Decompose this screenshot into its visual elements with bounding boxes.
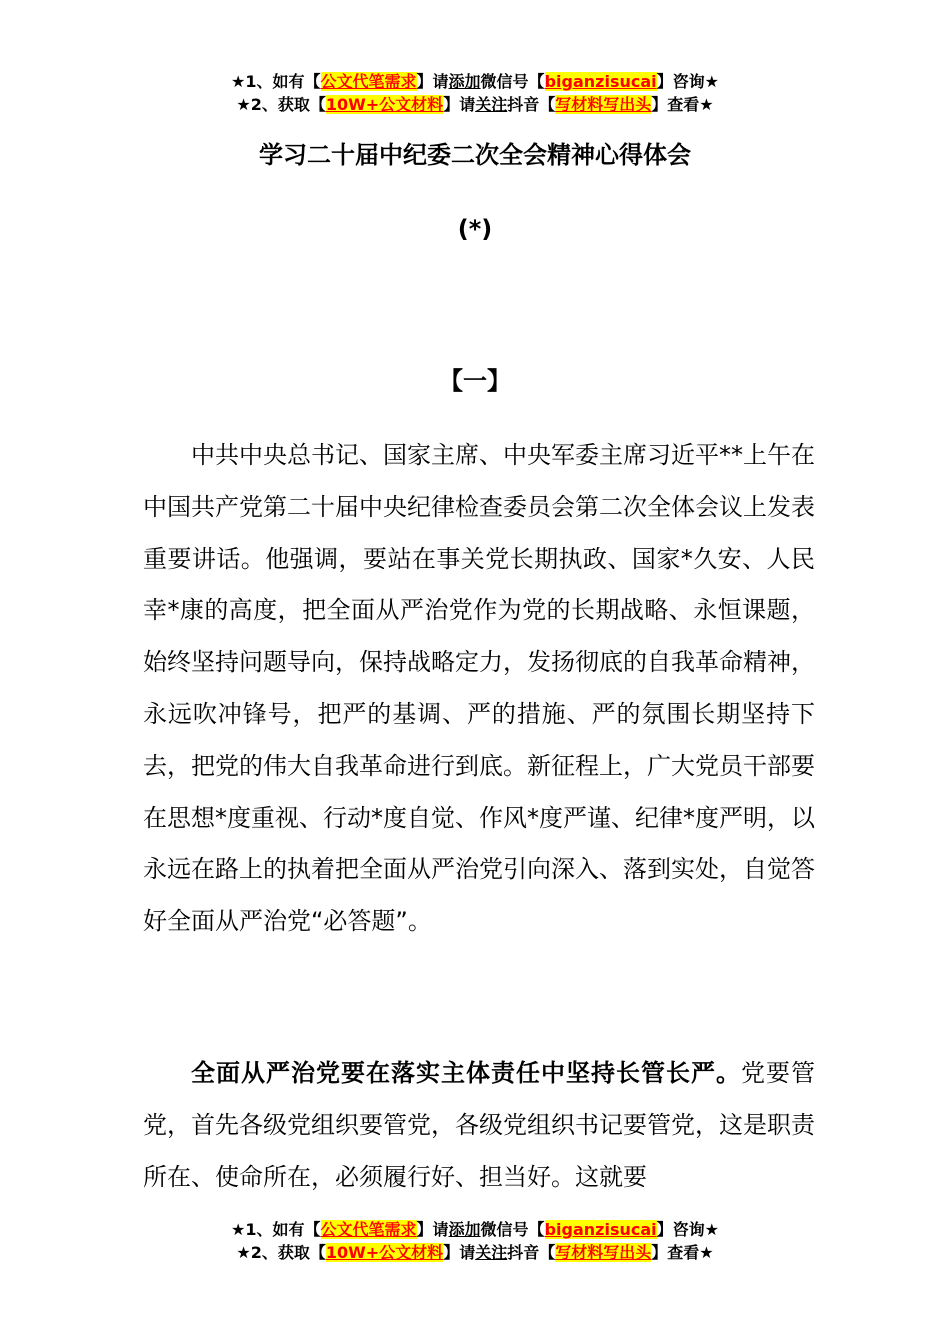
document-title: 学习二十届中纪委二次全会精神心得体会 xyxy=(259,141,691,169)
banner-text: 】咨询★ xyxy=(656,72,719,91)
paragraph-1: 中共中央总书记、国家主席、中央军委主席习近平**上午在中国共产党第二十届中央纪律检查委员会第二次全体会议上发表重要讲话。他强调，要站在事关党长期执政、国家*久安、人民幸*康的高度，把全面从严治党作为党的长期战略、永恒课题，始终坚持问题导向，保持战略定力，发扬彻底的自我革命精神，永远吹冲锋号，把严的基调、严的措施、严的氛围长期坚持下去，把党的伟大自我革命进行到底。新征程上，广大党员干部要在思想*度重视、行动*度自觉、作风*度严谨、纪律*度严明，以永远在路上的执着把全面从严治党引向深入、落到实处，自觉答好全面从严治党“必答题”。 xyxy=(143,441,815,936)
banner-text: 微信号【 xyxy=(480,1220,545,1239)
banner-text: 】查看★ xyxy=(651,1243,714,1262)
banner-text: 】请 xyxy=(443,1243,476,1262)
underline-follow: 关注 xyxy=(475,95,508,114)
top-banner xyxy=(0,70,950,116)
highlight-douyin-account[interactable]: 写材料写出头 xyxy=(555,1243,652,1262)
underline-add: 添加 xyxy=(448,72,481,91)
banner-line-2 xyxy=(0,93,950,116)
banner-text: ★1、如有【 xyxy=(231,72,321,91)
banner-text: 】请 xyxy=(416,1220,449,1239)
banner-line-2 xyxy=(0,1241,950,1264)
banner-text: 】请 xyxy=(416,72,449,91)
banner-text: ★2、获取【 xyxy=(236,95,326,114)
highlight-ghostwriting[interactable]: 公文代笔需求 xyxy=(320,72,417,91)
banner-text: 微信号【 xyxy=(480,72,545,91)
highlight-ghostwriting[interactable]: 公文代笔需求 xyxy=(320,1220,417,1239)
bottom-banner xyxy=(0,1218,950,1264)
highlight-wechat-id[interactable]: biganzisucai xyxy=(544,1220,657,1239)
banner-text: 】请 xyxy=(443,95,476,114)
banner-text: ★2、获取【 xyxy=(236,1243,326,1262)
document-subtitle: (*) xyxy=(457,215,493,243)
banner-text: 抖音【 xyxy=(507,1243,556,1262)
underline-follow: 关注 xyxy=(475,1243,508,1262)
paragraph-2-lead: 全面从严治党要在落实主体责任中坚持长管长严。 xyxy=(191,1059,741,1087)
highlight-materials[interactable]: 10W+公文材料 xyxy=(325,1243,444,1262)
banner-text: 】查看★ xyxy=(651,95,714,114)
banner-line-1 xyxy=(0,1218,950,1241)
paragraph-2 xyxy=(143,1048,815,1203)
highlight-wechat-id[interactable]: biganzisucai xyxy=(544,72,657,91)
underline-add: 添加 xyxy=(448,1220,481,1239)
banner-text: 】咨询★ xyxy=(656,1220,719,1239)
paragraph-2-rest: 党要管党，首先各级党组织要管党，各级党组织书记要管党，这是职责所在、使命所在，必须履行好、担当好。这就要 xyxy=(143,1059,815,1191)
highlight-douyin-account[interactable]: 写材料写出头 xyxy=(555,95,652,114)
banner-text: 抖音【 xyxy=(507,95,556,114)
banner-text: ★1、如有【 xyxy=(231,1220,321,1239)
banner-line-1 xyxy=(0,70,950,93)
section-heading: 【一】 xyxy=(439,367,511,395)
highlight-materials[interactable]: 10W+公文材料 xyxy=(325,95,444,114)
